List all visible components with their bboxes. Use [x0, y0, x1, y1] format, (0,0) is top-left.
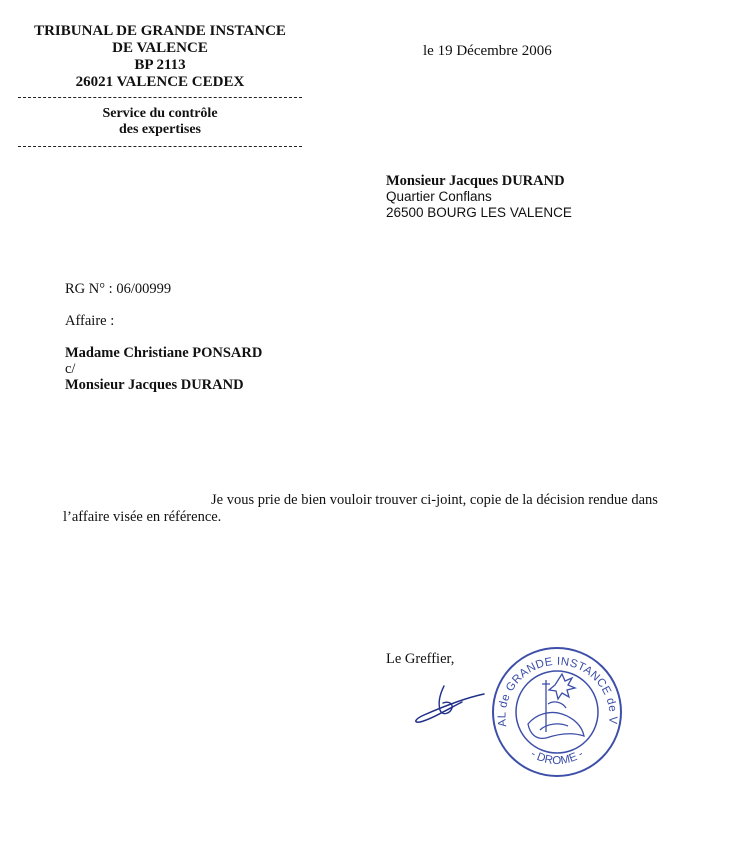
body-text-line: Je vous prie de bien vouloir trouver ci-joint, copie de la décision rendue dans	[211, 492, 658, 508]
header-divider-bottom	[18, 146, 302, 147]
seal-text-bottom: - DROME -	[528, 748, 586, 768]
recipient-block	[386, 173, 572, 221]
svg-text:- DROME -	[528, 748, 585, 767]
affaire-label: Affaire :	[65, 313, 115, 329]
recipient-city: 26500 BOURG LES VALENCE	[386, 205, 572, 220]
recipient-street: Quartier Conflans	[386, 189, 492, 204]
court-city: DE VALENCE	[112, 40, 208, 56]
handwritten-signature	[410, 672, 490, 732]
recipient-name: Monsieur Jacques DURAND	[386, 173, 565, 189]
court-header	[18, 23, 302, 91]
case-number: RG N° : 06/00999	[65, 281, 172, 297]
service-line: Service du contrôle	[102, 106, 218, 121]
seal-text-top: TRIBUNAL de GRANDE INSTANCE de VALENCE	[483, 635, 619, 728]
court-po-box: BP 2113	[134, 57, 186, 73]
court-seal-stamp	[483, 635, 626, 778]
signature-label: Le Greffier,	[386, 651, 455, 667]
service-line: des expertises	[118, 122, 202, 137]
plaintiff-name: Madame Christiane PONSARD	[65, 345, 263, 361]
versus-label: c/	[65, 361, 76, 377]
seal-emblem	[528, 674, 584, 738]
service-name	[18, 106, 302, 138]
body-text-line: l’affaire visée en référence.	[63, 509, 222, 525]
court-name: TRIBUNAL DE GRANDE INSTANCE	[34, 23, 286, 39]
header-divider-top	[18, 97, 302, 98]
letter-date: le 19 Décembre 2006	[423, 43, 552, 59]
defendant-name: Monsieur Jacques DURAND	[65, 377, 244, 393]
court-postal-address: 26021 VALENCE CEDEX	[75, 74, 245, 90]
